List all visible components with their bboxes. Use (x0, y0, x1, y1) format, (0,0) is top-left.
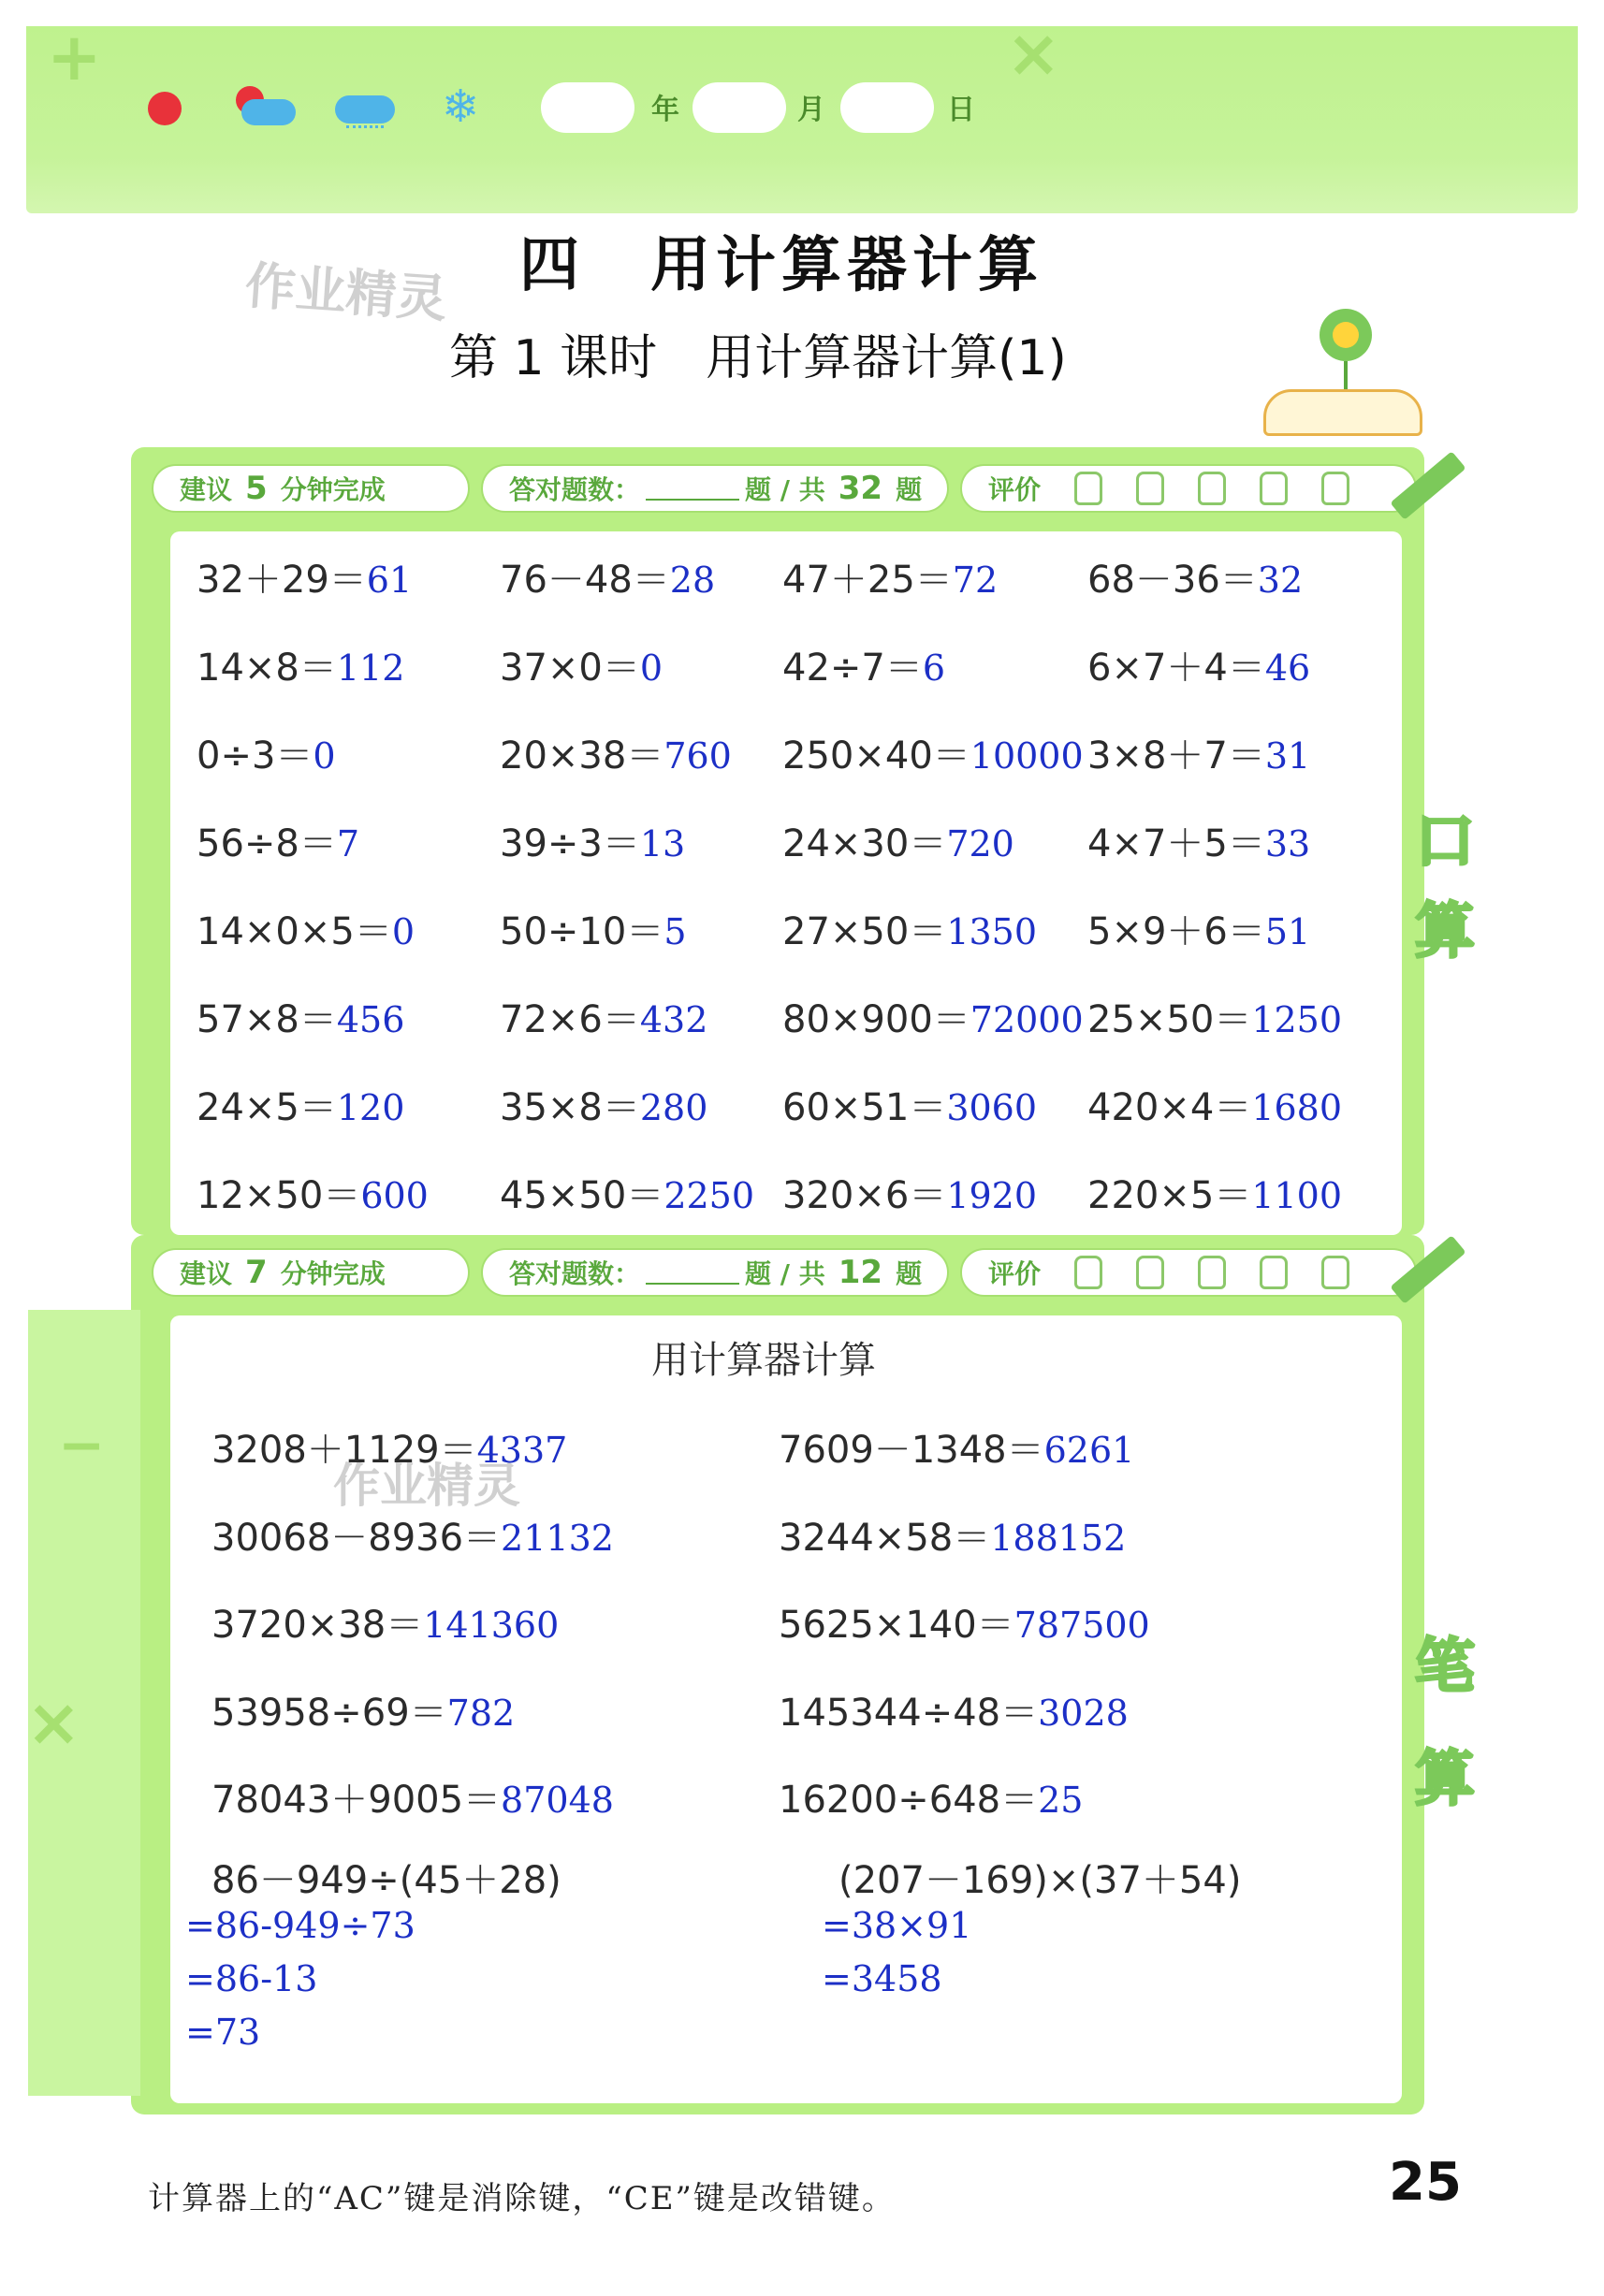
written-problem (211, 1508, 614, 1562)
written-score-box (481, 1248, 949, 1297)
problem-expression: 24×30＝ (782, 822, 947, 865)
problem-answer[interactable]: 72 (952, 559, 999, 601)
problem-answer[interactable]: 3028 (1038, 1692, 1129, 1734)
written-problem (211, 1420, 567, 1474)
problem-expression: 3244×58＝ (779, 1516, 991, 1560)
problem-expression: 3×8＋7＝ (1087, 734, 1265, 777)
suggest-minutes: 5 (245, 470, 268, 507)
watermark: 作业精灵 (242, 255, 449, 329)
step-left-2: =86-13 (185, 1958, 318, 1999)
book-flower-icon (1254, 309, 1432, 449)
problem-expression: 80×900＝ (782, 998, 970, 1041)
written-problem (779, 1683, 1129, 1737)
footer-tip: 计算器上的“AC”键是消除键，“CE”键是改错键。 (148, 2180, 896, 2217)
written-time-suggestion (152, 1248, 470, 1297)
problem-answer[interactable]: 120 (336, 1087, 405, 1128)
plus-decoration: + (47, 19, 102, 95)
score-prefix: 答对题数： (509, 1258, 641, 1289)
oral-problem (782, 550, 998, 603)
oral-problem (197, 1166, 429, 1219)
score-total: 12 (838, 1254, 883, 1291)
thumbs-up-icon[interactable] (1074, 472, 1102, 505)
problem-expression: 60×51＝ (782, 1086, 947, 1129)
written-problem (211, 1770, 614, 1824)
suggest-prefix: 建议 (180, 1258, 233, 1289)
step-left-1: =86-949÷73 (185, 1905, 416, 1946)
problem-expression: 57×8＝ (197, 998, 337, 1041)
oral-problem (782, 726, 1084, 779)
problem-expression: 27×50＝ (782, 910, 947, 953)
score-suffix: 题 (896, 1258, 923, 1289)
problem-answer[interactable]: 787500 (1013, 1605, 1150, 1646)
rainy-icon (333, 90, 399, 137)
problem-expression: 68－36＝ (1087, 559, 1258, 602)
problem-expression: 53958÷69＝ (211, 1691, 447, 1735)
suggest-minutes: 7 (245, 1254, 268, 1291)
problem-expression: 4×7＋5＝ (1087, 822, 1265, 865)
problem-expression: 220×5＝ (1087, 1174, 1252, 1217)
problem-answer[interactable]: 51 (1264, 911, 1311, 952)
month-label: 月 (797, 94, 825, 126)
oral-problem (1087, 1166, 1342, 1219)
oral-problem (1087, 638, 1310, 691)
rating-label: 评价 (988, 1258, 1042, 1289)
oral-problem (782, 990, 1084, 1043)
thumbs-up-icon[interactable] (1321, 1256, 1349, 1289)
oral-problem (197, 1078, 404, 1131)
written-problem (779, 1420, 1134, 1474)
written-problem (211, 1595, 559, 1649)
problem-expression: 35×8＝ (500, 1086, 640, 1129)
oral-problem (1087, 902, 1310, 955)
oral-problem (500, 990, 707, 1043)
thumbs-up-icon[interactable] (1198, 472, 1226, 505)
score-blank[interactable] (646, 1260, 739, 1285)
suggest-suffix: 分钟完成 (280, 1258, 386, 1289)
problem-expression: 6×7＋4＝ (1087, 647, 1265, 690)
thumbs-up-icon[interactable] (1074, 1256, 1102, 1289)
step-right-2: =3458 (822, 1958, 942, 1999)
step-right-1: =38×91 (822, 1905, 972, 1946)
problem-expression: 20×38＝ (500, 734, 664, 777)
score-prefix: 答对题数： (509, 474, 641, 505)
oral-problem (1087, 550, 1303, 603)
problem-expression: 45×50＝ (500, 1174, 664, 1217)
problem-answer[interactable]: 720 (946, 823, 1014, 865)
problem-answer[interactable]: 1350 (946, 911, 1038, 952)
problem-answer[interactable]: 33 (1264, 823, 1311, 865)
partly-cloudy-icon (232, 86, 298, 129)
oral-time-suggestion (152, 464, 470, 513)
side-label-oral-2: 算 (1415, 897, 1475, 966)
problem-expression: 50÷10＝ (500, 910, 664, 953)
problem-answer[interactable]: 21132 (501, 1517, 614, 1559)
oral-problem (782, 1166, 1037, 1219)
problem-expression: 7609－1348＝ (779, 1429, 1044, 1472)
problem-answer[interactable]: 31 (1264, 735, 1311, 777)
problem-answer[interactable]: 72000 (970, 999, 1084, 1040)
problem-expression: 3720×38＝ (211, 1604, 424, 1647)
problem-answer[interactable]: 2250 (663, 1175, 755, 1216)
oral-problem (782, 902, 1037, 955)
score-suffix: 题 (896, 474, 923, 505)
problem-expression: 32＋29＝ (197, 559, 367, 602)
problem-expression: 42÷7＝ (782, 647, 923, 690)
problem-answer[interactable]: 0 (391, 911, 416, 952)
problem-answer[interactable]: 280 (639, 1087, 708, 1128)
suggest-prefix: 建议 (180, 474, 233, 505)
problem-answer[interactable]: 112 (336, 647, 405, 689)
oral-problem (782, 638, 945, 691)
problem-answer[interactable]: 3060 (946, 1087, 1038, 1128)
side-label-written-1: 笔 (1415, 1633, 1475, 1702)
problem-answer[interactable]: 188152 (990, 1517, 1127, 1559)
written-rating-box (960, 1248, 1417, 1297)
score-middle: 题 / 共 (745, 1258, 825, 1289)
oral-rating-box (960, 464, 1417, 513)
oral-problem (782, 1078, 1037, 1131)
expression-left: 86－949÷(45＋28) (211, 1859, 561, 1902)
problem-answer[interactable]: 0 (639, 647, 663, 689)
thumbs-up-icon[interactable] (1136, 472, 1164, 505)
oral-problem (197, 638, 404, 691)
problem-expression: 76－48＝ (500, 559, 670, 602)
problem-expression: 320×6＝ (782, 1174, 947, 1217)
oral-problem (197, 814, 359, 867)
written-problem (779, 1508, 1126, 1562)
problem-expression: 5×9＋6＝ (1087, 910, 1265, 953)
problem-expression: 12×50＝ (197, 1174, 361, 1217)
problem-expression: 72×6＝ (500, 998, 640, 1041)
problem-answer[interactable]: 1250 (1251, 999, 1343, 1040)
problem-expression: 37×0＝ (500, 647, 640, 690)
times-decoration: × (1006, 15, 1061, 92)
side-label-written-2: 算 (1415, 1745, 1475, 1814)
problem-answer[interactable]: 1100 (1251, 1175, 1343, 1216)
times-decoration: × (26, 1684, 81, 1761)
problem-answer[interactable]: 5 (663, 911, 687, 952)
problem-expression: 14×8＝ (197, 647, 337, 690)
problem-expression: 0÷3＝ (197, 734, 314, 777)
problem-answer[interactable]: 13 (639, 823, 686, 865)
oral-problem (500, 638, 663, 691)
problem-answer[interactable]: 7 (336, 823, 360, 865)
problem-expression: 145344÷48＝ (779, 1691, 1039, 1735)
problem-answer[interactable]: 600 (360, 1175, 429, 1216)
thumbs-up-icon[interactable] (1260, 472, 1288, 505)
suggest-suffix: 分钟完成 (280, 474, 386, 505)
oral-problem (197, 990, 404, 1043)
oral-problem (197, 550, 412, 603)
problem-expression: 47＋25＝ (782, 559, 953, 602)
problem-expression: 56÷8＝ (197, 822, 337, 865)
oral-problem (782, 814, 1014, 867)
chapter-title: 四 用计算器计算 (519, 231, 1043, 300)
snow-icon: ❄ (442, 80, 480, 133)
score-middle: 题 / 共 (745, 474, 825, 505)
problem-answer[interactable]: 760 (663, 735, 732, 777)
year-label: 年 (651, 94, 679, 126)
problem-answer[interactable]: 141360 (423, 1605, 560, 1646)
day-field[interactable] (840, 82, 934, 133)
sunny-icon (148, 92, 182, 125)
oral-problem (500, 726, 732, 779)
oral-problem (1087, 726, 1310, 779)
problem-answer[interactable]: 61 (366, 559, 413, 601)
written-problem (779, 1770, 1083, 1824)
oral-problem (1087, 814, 1310, 867)
written-problem (779, 1595, 1150, 1649)
problem-answer[interactable]: 4337 (476, 1430, 568, 1471)
problem-expression: 14×0×5＝ (197, 910, 392, 953)
rating-label: 评价 (988, 474, 1042, 505)
written-problem (211, 1683, 515, 1737)
problem-expression: 78043＋9005＝ (211, 1779, 502, 1822)
oral-problem (500, 550, 715, 603)
oral-problem (500, 1166, 754, 1219)
problem-answer[interactable]: 25 (1038, 1780, 1084, 1821)
oral-score-box (481, 464, 949, 513)
problem-expression: 24×5＝ (197, 1086, 337, 1129)
oral-problem (197, 726, 336, 779)
thumbs-up-icon[interactable] (1136, 1256, 1164, 1289)
year-field[interactable] (541, 82, 634, 133)
oral-problem (500, 814, 685, 867)
problem-expression: 5625×140＝ (779, 1604, 1014, 1647)
problem-answer[interactable]: 0 (313, 735, 336, 777)
problem-expression: 39÷3＝ (500, 822, 640, 865)
score-total: 32 (838, 470, 883, 507)
minus-decoration: − (58, 1413, 106, 1478)
side-label-oral-1: 口 (1415, 807, 1475, 877)
oral-problem (500, 902, 687, 955)
oral-problem (500, 1078, 707, 1131)
problem-answer[interactable]: 46 (1264, 647, 1311, 689)
problem-answer[interactable]: 456 (336, 999, 405, 1040)
problem-answer[interactable]: 28 (669, 559, 716, 601)
problem-answer[interactable]: 6 (922, 647, 946, 689)
day-label: 日 (947, 94, 975, 126)
page-number: 25 (1389, 2152, 1462, 2213)
thumbs-up-icon[interactable] (1321, 472, 1349, 505)
problem-answer[interactable]: 6261 (1043, 1430, 1135, 1471)
problem-expression: 30068－8936＝ (211, 1516, 502, 1560)
problem-answer[interactable]: 1920 (946, 1175, 1038, 1216)
problem-answer[interactable]: 10000 (970, 735, 1084, 777)
watermark: 作业精灵 (333, 1459, 520, 1513)
problem-answer[interactable]: 432 (639, 999, 708, 1040)
problem-answer[interactable]: 1680 (1251, 1087, 1343, 1128)
oral-problem (1087, 990, 1342, 1043)
score-blank[interactable] (646, 476, 739, 501)
problem-expression: 250×40＝ (782, 734, 970, 777)
expression-right: (207－169)×(37＋54) (838, 1859, 1242, 1902)
thumbs-up-icon[interactable] (1260, 1256, 1288, 1289)
problem-expression: 25×50＝ (1087, 998, 1252, 1041)
problem-answer[interactable]: 87048 (501, 1780, 614, 1821)
problem-answer[interactable]: 782 (446, 1692, 516, 1734)
thumbs-up-icon[interactable] (1198, 1256, 1226, 1289)
written-heading: 用计算器计算 (651, 1339, 876, 1382)
lesson-title: 第 1 课时 用计算器计算(1) (449, 330, 1067, 386)
problem-expression: 3208＋1129＝ (211, 1429, 477, 1472)
problem-answer[interactable]: 32 (1257, 559, 1304, 601)
month-field[interactable] (693, 82, 786, 133)
problem-expression: 420×4＝ (1087, 1086, 1252, 1129)
problem-expression: 16200÷648＝ (779, 1779, 1039, 1822)
oral-problem (197, 902, 415, 955)
step-left-3: =73 (185, 2012, 261, 2053)
oral-problem (1087, 1078, 1342, 1131)
